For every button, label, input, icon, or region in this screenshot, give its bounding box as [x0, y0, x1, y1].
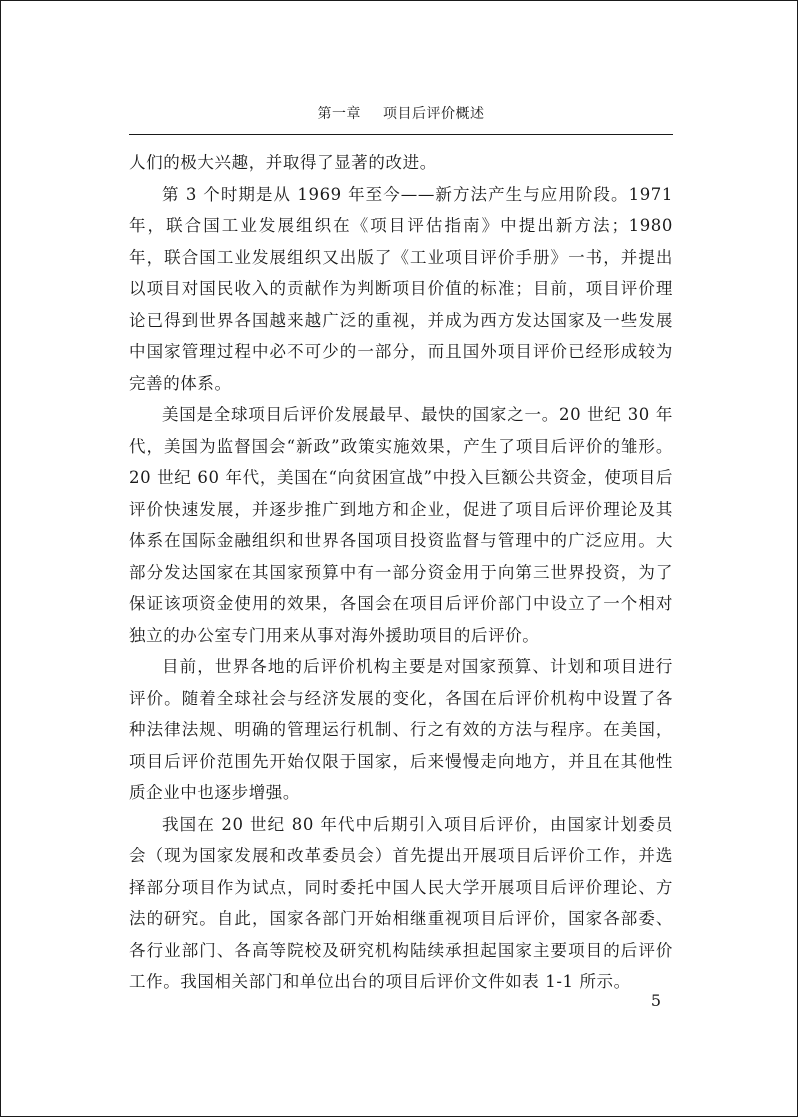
- paragraph-china-history: 我国在 20 世纪 80 年代中后期引入项目后评价，由国家计划委员会（现为国家发展和改革委员会）首先提出开展项目后评价工作，并选择部分项目作为试点，同时委托中国人民大学开展项目后评价理论、方法的研究。自此，国家各部门开始相继重视项目后评价，国家各部委、各行业部门、各高等院校及研究机构陆续承担起国家主要项目的后评价工作。我国相关部门和单位出台的项目后评价文件如表 1-1 所示。: [129, 814, 673, 991]
- chapter-label: 第一章: [317, 106, 361, 122]
- body-text: [129, 147, 673, 998]
- running-header: [129, 104, 673, 135]
- chapter-title: 项目后评价概述: [383, 106, 485, 122]
- paragraph-third-period: 第 3 个时期是从 1969 年至今——新方法产生与应用阶段。1971 年，联合国工业发展组织在《项目评估指南》中提出新方法；1980 年，联合国工业发展组织又出版了《工业项目评价手册》一书，并提出以项目对国民收入的贡献作为判断项目价值的标准；目前，项目评价理论已得到世界各国越来越广泛的重视，并成为西方发达国家及一些发展中国家管理过程中必不可少的一部分，而且国外项目评价已经形成较为完善的体系。: [129, 184, 673, 393]
- paragraph-usa-history: 美国是全球项目后评价发展最早、最快的国家之一。20 世纪 30 年代，美国为监督国会“新政”政策实施效果，产生了项目后评价的雏形。20 世纪 60 年代，美国在“向贫困宣战”中投入巨额公共资金，使项目后评价快速发展，并逐步推广到地方和企业，促进了项目后评价理论及其体系在国际金融组织和世界各国项目投资监督与管理中的广泛应用。大部分发达国家在其国家预算中有一部分资金用于向第三世界投资，为了保证该项资金使用的效果，各国会在项目后评价部门中设立了一个相对独立的办公室专门用来从事对海外援助项目的后评价。: [129, 405, 673, 645]
- paragraph-continuation: 人们的极大兴趣，并取得了显著的改进。: [129, 153, 437, 172]
- paragraph-current-status: 目前，世界各地的后评价机构主要是对国家预算、计划和项目进行评价。随着全球社会与经济发展的变化，各国在后评价机构中设置了各种法律法规、明确的管理运行机制、行之有效的方法与程序。在美国，项目后评价范围先开始仅限于国家，后来慢慢走向地方，并且在其他性质企业中也逐步增强。: [129, 657, 673, 802]
- page-number: 5: [650, 991, 661, 1010]
